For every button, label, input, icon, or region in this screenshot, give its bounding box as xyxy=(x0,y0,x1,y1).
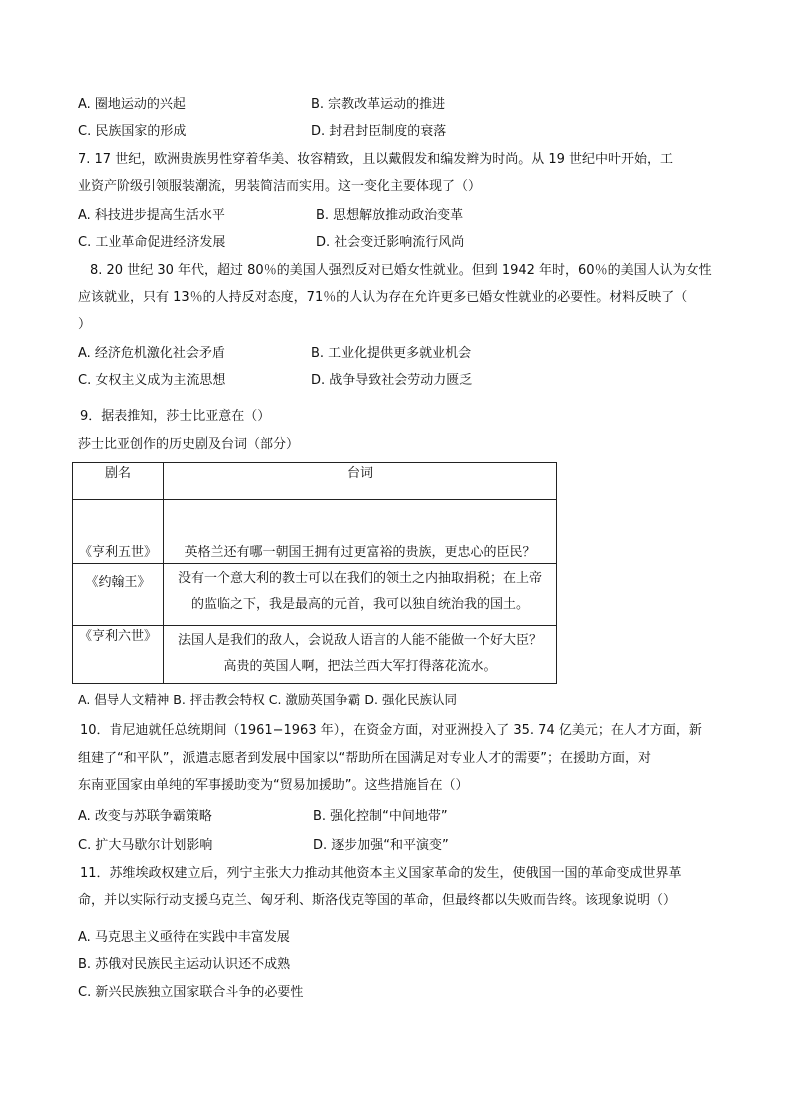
q8-option-d: D. 战争导致社会劳动力匮乏 xyxy=(311,373,473,388)
q8-option-b: B. 工业化提供更多就业机会 xyxy=(311,346,472,361)
play-title: 《约翰王》 xyxy=(73,564,164,626)
q10-option-c: C. 扩大马歇尔计划影响 xyxy=(78,838,213,853)
play-lines xyxy=(164,564,557,626)
q10-stem-line1: 10．肯尼迪就任总统期间（1961−1963 年），在资金方面，对亚洲投入了 35. 74 亿美元；在人才方面，新 xyxy=(80,723,702,738)
line-text: 法国人是我们的敌人，会说敌人语言的人能不能做一个好大臣？ xyxy=(177,633,542,648)
line-text: 没有一个意大利的教士可以在我们的领土之内抽取捐税；在上帝 xyxy=(177,571,542,586)
q10-option-b: B. 强化控制“中间地带” xyxy=(313,809,448,824)
q7-stem-line2: 业资产阶级引领服装潮流，男装简洁而实用。这一变化主要体现了（） xyxy=(78,179,482,194)
q10-option-a: A. 改变与苏联争霸策略 xyxy=(78,809,212,824)
q6-option-b: B. 宗教改革运动的推进 xyxy=(311,97,446,112)
q11-option-b: B. 苏俄对民族民主运动认识还不成熟 xyxy=(78,957,291,972)
q10-stem-line3: 东南亚国家由单纯的军事援助变为“贸易加援助”。这些措施旨在（） xyxy=(78,778,469,793)
play-title: 《亨利六世》 xyxy=(73,626,164,684)
play-lines xyxy=(164,626,557,684)
q9-options: A. 倡导人文精神 B. 抨击教会特权 C. 激励英国争霸 D. 强化民族认同 xyxy=(78,692,457,707)
table-header-row xyxy=(73,463,557,500)
q6-option-a: A. 圈地运动的兴起 xyxy=(78,97,186,112)
q7-option-a: A. 科技进步提高生活水平 xyxy=(78,208,225,223)
play-lines xyxy=(164,500,557,564)
q8-stem-line3: ） xyxy=(78,317,92,332)
q8-option-c: C. 女权主义成为主流思想 xyxy=(78,373,226,388)
q7-stem-line1: 7. 17 世纪，欧洲贵族男性穿着华美、妆容精致，且以戴假发和编发辫为时尚。从 19 世纪中叶开始，工 xyxy=(78,152,674,167)
shakespeare-table xyxy=(72,462,557,684)
q7-option-b: B. 思想解放推动政治变革 xyxy=(316,208,464,223)
q8-option-a: A. 经济危机激化社会矛盾 xyxy=(78,346,225,361)
table-row xyxy=(73,500,557,564)
q8-stem-line2: 应该就业，只有 13％的人持反对态度，71％的人认为存在允许更多已婚女性就业的必要性。材料反映了（ xyxy=(78,290,688,305)
q11-stem-line1: 11．苏维埃政权建立后，列宁主张大力推动其他资本主义国家革命的发生，使俄国一国的革命变成世界革 xyxy=(80,866,682,881)
q7-option-d: D. 社会变迁影响流行风尚 xyxy=(316,235,465,250)
q9-table-title: 莎士比亚创作的历史剧及台词（部分） xyxy=(78,437,300,452)
table-row xyxy=(73,564,557,626)
q11-option-a: A. 马克思主义亟待在实践中丰富发展 xyxy=(78,930,290,945)
header-play: 剧名 xyxy=(73,463,164,500)
q7-option-c: C. 工业革命促进经济发展 xyxy=(78,235,226,250)
play-title: 《亨利五世》 xyxy=(73,500,164,564)
q10-stem-line2: 组建了“和平队”，派遣志愿者到发展中国家以“帮助所在国满足对专业人才的需要”；在援助方面，对 xyxy=(78,751,651,766)
line-text: 英格兰还有哪一朝国王拥有过更富裕的贵族，更忠心的臣民？ xyxy=(184,545,536,560)
q10-option-d: D. 逐步加强“和平演变” xyxy=(313,838,449,853)
q6-option-d: D. 封君封臣制度的衰落 xyxy=(311,124,447,139)
table-row xyxy=(73,626,557,684)
q11-option-c: C. 新兴民族独立国家联合斗争的必要性 xyxy=(78,985,304,1000)
q6-option-c: C. 民族国家的形成 xyxy=(78,124,187,139)
line-text: 的监临之下，我是最高的元首，我可以独自统治我的国土。 xyxy=(190,597,529,612)
q8-stem-line1: 8. 20 世纪 30 年代，超过 80％的美国人强烈反对已婚女性就业。但到 1942 年时，60％的美国人认为女性 xyxy=(90,263,712,278)
line-text: 高贵的英国人啊，把法兰西大军打得落花流水。 xyxy=(223,659,497,674)
q9-stem: 9．据表推知，莎士比亚意在（） xyxy=(80,409,271,424)
header-lines: 台词 xyxy=(164,463,557,500)
q11-stem-line2: 命，并以实际行动支援乌克兰、匈牙利、斯洛伐克等国的革命，但最终都以失败而告终。该现象说明（） xyxy=(78,893,677,908)
